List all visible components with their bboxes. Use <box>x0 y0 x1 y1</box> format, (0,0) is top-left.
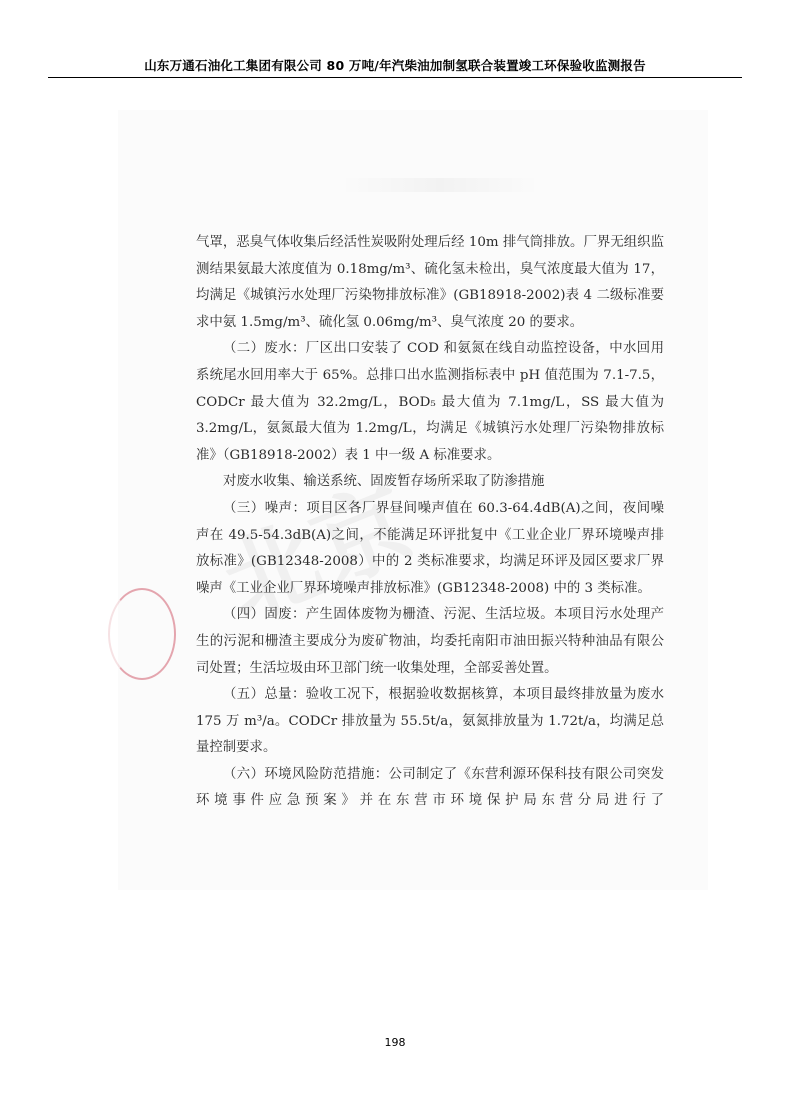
red-seal-stamp-icon <box>108 588 176 680</box>
paragraph-solid-waste: （四）固废：产生固体废物为栅渣、污泥、生活垃圾。本项目污水处理产生的污泥和栅渣主要成分为废矿物油，均委托南阳市油田振兴特种油品有限公司处置；生活垃圾由环卫部门统一收集处理，全部妥善处置。 <box>196 607 664 676</box>
header-divider <box>48 77 742 78</box>
paragraph-noise: （三）噪声：项目区各厂界昼间噪声值在 60.3-64.4dB(A)之间，夜间噪声在 49.5-54.3dB(A)之间，不能满足环评批复中《工业企业厂界环境噪声排放标准》(GB12348-2008）中的 2 类标准要求，均满足环评及园区要求厂界噪声《工业企业厂界环境噪声排放标准》(GB12348-2008) 中的 3 类标准。 <box>196 500 664 596</box>
scan-artifact <box>340 178 540 192</box>
document-body <box>196 230 664 815</box>
report-header-title: 山东万通石油化工集团有限公司 80 万吨/年汽柴油加制氢联合装置竣工环保验收监测报告 <box>144 58 646 73</box>
paragraph-total-amount: （五）总量：验收工况下，根据验收数据核算，本项目最终排放量为废水 175 万 m³/a。CODCr 排放量为 55.5t/a，氨氮排放量为 1.72t/a，均满足总量控制要求。 <box>196 687 664 756</box>
paragraph-seepage-control: 对废水收集、输送系统、固废暂存场所采取了防渗措施 <box>223 474 545 490</box>
paragraph-odor-emission: 气罩，恶臭气体收集后经活性炭吸附处理后经 10m 排气筒排放。厂界无组织监测结果氨最大浓度值为 0.18mg/m³、硫化氢未检出，臭气浓度最大值为 17，均满足《城镇污水处理厂污染物排放标准》(GB18918-2002)表 4 二级标准要求中氨 1.5mg/m³、硫化氢 0.06mg/m³、臭气浓度 20 的要求。 <box>196 235 664 330</box>
page-number: 198 <box>384 1036 406 1049</box>
paragraph-wastewater: （二）废水：厂区出口安装了 COD 和氨氮在线自动监控设备，中水回用系统尾水回用率大于 65%。总排口出水监测指标表中 pH 值范围为 7.1-7.5，CODCr 最大值为 32.2mg/L，BOD₅ 最大值为 7.1mg/L，SS 最大值为 3.2mg/L，氨氮最大值为 1.2mg/L，均满足《城镇污水处理厂污染物排放标准》（GB18918-2002）表 1 中一级 A 标准要求。 <box>196 341 664 463</box>
paragraph-risk-prevention: （六）环境风险防范措施：公司制定了《东营利源环保科技有限公司突发环境事件应急预案》并在东营市环境保护局东营分局进行了 <box>196 766 664 809</box>
